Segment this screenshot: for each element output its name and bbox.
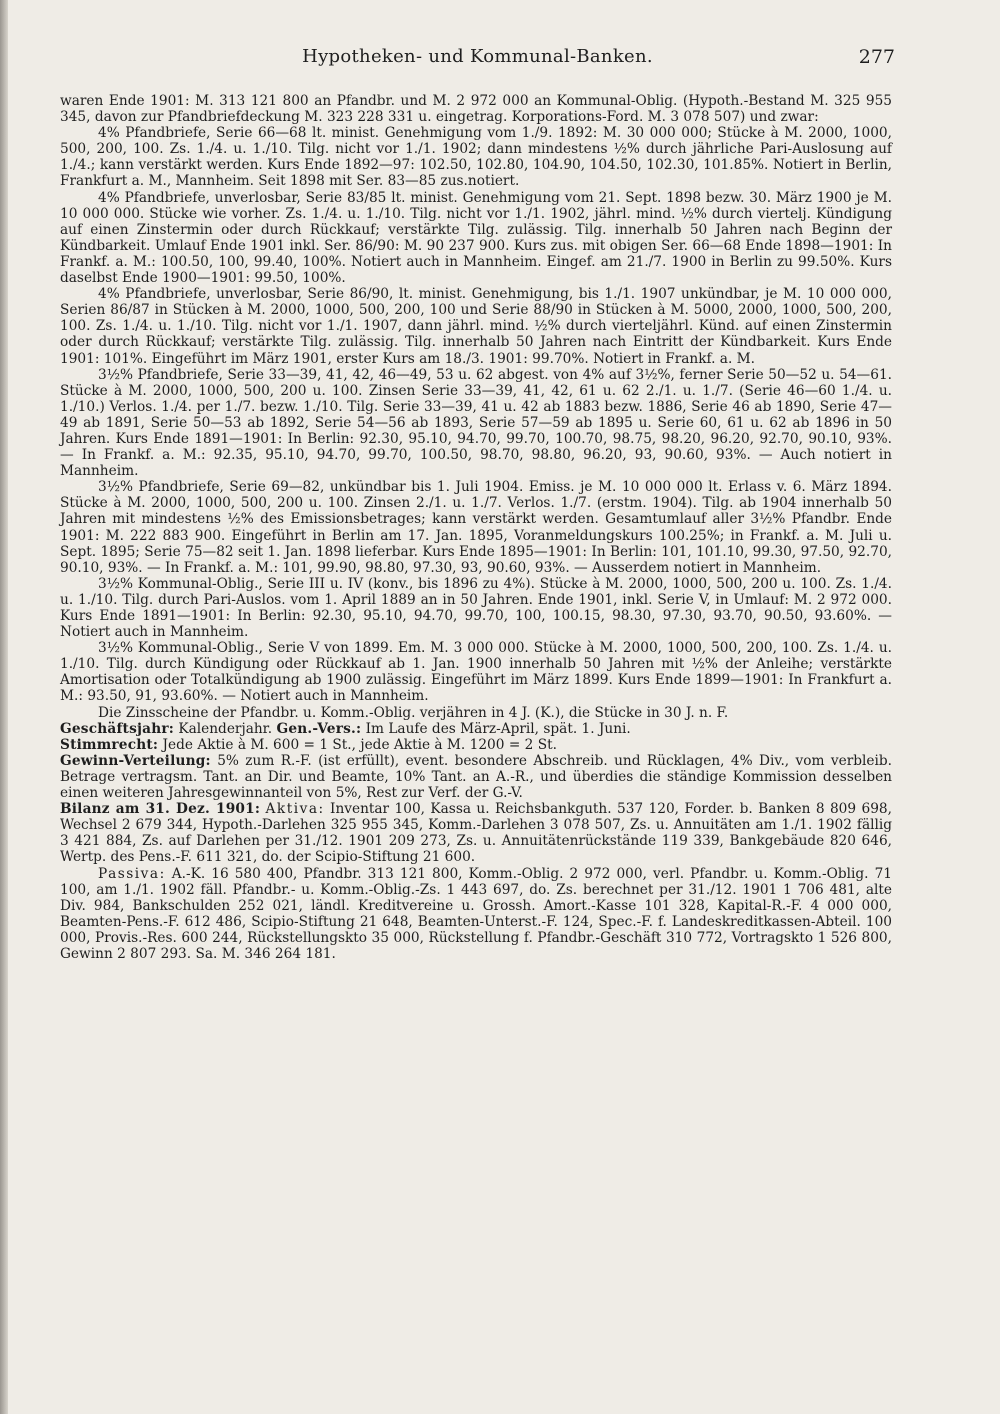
section-bilanz-passiva (60, 866, 892, 963)
paragraph-zinsscheine: Die Zinsscheine der Pfandbr. u. Komm.-Oblig. verjähren in 4 J. (K.), die Stücke in 30 J. n. F. (98, 704, 729, 721)
aktiva-text: Inventar 100, Kassa u. Reichsbankguth. 537 120, Forder. b. Banken 8 809 698, Wechsel 2 679 344, Hypoth.-Darlehen 325 955 345, Komm.-Darlehen 3 078 507, Zs. u. Annuitäten am 1./1. 1902 fällig 3 421 884, Zs. auf Darlehen per 31./12. 1901 209 273, Zs. u. Annuitätenrückstände 119 339, Bankgebäude 820 646, Wertp. des Pens.-F. 611 321, do. der Scipio-Stiftung 21 600. (60, 801, 892, 866)
section-text: Im Laufe des März-April, spät. 1. Juni. (365, 720, 631, 737)
paragraph-pfandbriefe-66-68: 4% Pfandbriefe, Serie 66—68 lt. minist. Genehmigung vom 1./9. 1892: M. 30 000 000; Stücke à M. 2000, 1000, 500, 200, 100. Zs. 1./4. u. 1./10. Tilg. nicht vor 1./1. 1902; dann mindestens ½% durch jährliche Pari-Auslosung auf 1./4.; kann verstärkt werden. Kurs Ende 1892—97: 102.50, 102.80, 104.90, 104.50, 102.30, 101.85%. Notiert in Berlin, Frankfurt a. M., Mannheim. Seit 1898 mit Ser. 83—85 zus.notiert. (60, 125, 892, 190)
section-gewinn-verteilung (60, 753, 892, 801)
section-text: 5% zum R.-F. (ist erfüllt), event. besondere Abschreib. und Rücklagen, 4% Div., vom verbleib. Betrage vertragsm. Tant. an Dir. und Beamte, 10% Tant. an A.-R., und überdies die ständige Kommission desselben einen weiteren Jahresgewinnanteil von 5%, Rest zur Verf. der G.-V. (60, 752, 892, 802)
section-text: Jede Aktie à M. 600 = 1 St., jede Aktie à M. 1200 = 2 St. (162, 736, 557, 753)
page-number: 277 (858, 46, 895, 68)
paragraph-pfandbriefe-69-82: 3½% Pfandbriefe, Serie 69—82, unkündbar bis 1. Juli 1904. Emiss. je M. 10 000 000 lt. Erlass v. 6. März 1894. Stücke à M. 2000, 1000, 500, 200 u. 100. Zinsen 2./1. u. 1./7. Verlos. 1./7. (erstm. 1904). Tilg. ab 1904 innerhalb 50 Jahren mit mindestens ½% des Emissionsbetrages; kann verstärkt werden. Gesamtumlauf aller 3½% Pfandbr. Ende 1901: M. 222 883 900. Eingeführt in Berlin am 17. Jan. 1895, Voranmeldungskurs 100.25%; in Frankf. a. M. Juli u. Sept. 1895; Serie 75—82 seit 1. Jan. 1898 lieferbar. Kurs Ende 1895—1901: In Berlin: 101, 101.10, 99.30, 97.50, 92.70, 90.10, 93%. — In Frankf. a. M.: 101, 99.90, 98.80, 97.30, 93, 90.60, 93%. — Ausserdem notiert in Mannheim. (60, 479, 892, 576)
section-label: Geschäftsjahr: (60, 720, 175, 737)
section-label: Bilanz am 31. Dez. 1901: (60, 801, 261, 818)
paragraph-intro: waren Ende 1901: M. 313 121 800 an Pfandbr. und M. 2 972 000 an Kommunal-Oblig. (Hypoth.-Bestand M. 325 955 345, davon zur Pfandbriefdeckung M. 323 228 331 u. eingetrag. Korporations-Ford. M. 3 078 507) und zwar: (60, 93, 892, 126)
paragraph-kommunal-oblig-iii-iv: 3½% Kommunal-Oblig., Serie III u. IV (konv., bis 1896 zu 4%). Stücke à M. 2000, 1000, 500, 200 u. 100. Zs. 1./4. u. 1./10. Tilg. durch Pari-Auslos. vom 1. April 1889 an in 50 Jahren. Ende 1901, inkl. Serie V, in Umlauf: M. 2 972 000. Kurs Ende 1891—1901: In Berlin: 92.30, 95.10, 94.70, 99.70, 100, 100.15, 98.30, 97.30, 93.70, 90.50, 93.60%. — Notiert auch in Mannheim. (60, 575, 892, 641)
section-label: Stimmrecht: (60, 736, 159, 753)
paragraph-pfandbriefe-86-90: 4% Pfandbriefe, unverlosbar, Serie 86/90, lt. minist. Genehmigung, bis 1./1. 1907 unkündbar, je M. 10 000 000, Serien 86/87 in Stücken à M. 2000, 1000, 500, 200, 100 und Serie 88/90 in Stücken à M. 5000, 2000, 1000, 500, 200, 100. Zs. 1./4. u. 1./10. Tilg. nicht vor 1./1. 1907, dann jährl. mind. ½% durch vierteljährl. Künd. auf einen Zinstermin oder durch Rückkauf; verstärkte Tilg. zulässig. Tilg. innerhalb 50 Jahren nach Eintritt der Kündbarkeit. Kurs Ende 1901: 101%. Eingeführt im März 1901, erster Kurs am 18./3. 1901: 99.70%. Notiert in Frankf. a. M. (60, 286, 892, 367)
section-stimmrecht (60, 737, 892, 753)
passiva-text: A.-K. 16 580 400, Pfandbr. 313 121 800, Komm.-Oblig. 2 972 000, verl. Pfandbr. u. Komm.-Oblig. 71 100, am 1./1. 1902 fäll. Pfandbr.- u. Komm.-Oblig.-Zs. 1 443 697, do. Zs. berechnet per 31./12. 1901 1 706 481, alte Div. 984, Bankschulden 252 021, ländl. Kreditvereine u. Grossh. Amort.-Kasse 101 328, Kapital-R.-F. 4 000 000, Beamten-Pens.-F. 612 486, Scipio-Stiftung 21 648, Beamten-Unterst.-F. 124, Spec.-F. f. Landeskreditkassen-Abteil. 100 000, Provis.-Res. 600 244, Rückstellungskto 35 000, Rückstellung f. Pfandbr.-Geschäft 310 772, Vortragskto 1 526 800, Gewinn 2 807 293. Sa. M. 346 264 181. (60, 865, 892, 962)
running-title: Hypotheken- und Kommunal-Banken. (302, 46, 653, 67)
section-label: Gewinn-Verteilung: (60, 752, 211, 769)
paragraph-kommunal-oblig-v: 3½% Kommunal-Oblig., Serie V von 1899. Em. M. 3 000 000. Stücke à M. 2000, 1000, 500, 200, 100. Zs. 1./4. u. 1./10. Tilg. durch Kündigung oder Rückkauf ab 1. Jan. 1900 innerhalb 50 Jahren mit ½% der Anleihe; verstärkte Amortisation oder Totalkündigung ab 1900 zulässig. Eingeführt im März 1899. Kurs Ende 1899—1901: In Frankfurt a. M.: 93.50, 91, 93.60%. — Notiert auch in Mannheim. (60, 640, 892, 705)
running-header (60, 46, 895, 76)
section-bilanz-aktiva (60, 801, 892, 865)
section-text: Kalenderjahr. (178, 720, 273, 737)
page-spine-shadow (0, 0, 8, 1414)
paragraph-pfandbriefe-33-39: 3½% Pfandbriefe, Serie 33—39, 41, 42, 46—49, 53 u. 62 abgest. von 4% auf 3½%, ferner Serie 50—52 u. 54—61. Stücke à M. 2000, 1000, 500, 200 u. 100. Zinsen Serie 33—39, 41, 42, 61 u. 62 2./1. u. 1./7. (Serie 46—60 1./4. u. 1./10.) Verlos. 1./4. per 1./7. bezw. 1./10. Tilg. Serie 33—39, 41 u. 42 ab 1883 bezw. 1886, Serie 46 ab 1890, Serie 47—49 ab 1891, Serie 50—53 ab 1892, Serie 54—56 ab 1893, Serie 57—59 ab 1895 u. Serie 60, 61 u. 62 ab 1896 in 50 Jahren. Kurs Ende 1891—1901: In Berlin: 92.30, 95.10, 94.70, 99.70, 100.70, 98.75, 98.20, 96.20, 92.70, 90.10, 93%. — In Frankf. a. M.: 92.35, 95.10, 94.70, 99.70, 100.50, 98.70, 98.80, 96.20, 93, 90.60, 93%. — Auch notiert in Mannheim. (60, 366, 892, 480)
section-geschaeftsjahr (60, 721, 892, 737)
document-body (60, 93, 892, 962)
paragraph-pfandbriefe-83-85: 4% Pfandbriefe, unverlosbar, Serie 83/85 lt. minist. Genehmigung vom 21. Sept. 1898 bezw. 30. März 1900 je M. 10 000 000. Stücke wie vorher. Zs. 1./4. u. 1./10. Tilg. nicht vor 1./1. 1902, jährl. mind. ½% durch viertelj. Kündigung auf einen Zinstermin oder durch Rückkauf; verstärkte Tilg. zulässig. Tilg. innerhalb 50 Jahren nach Beginn der Kündbarkeit. Umlauf Ende 1901 inkl. Ser. 86/90: M. 90 237 900. Kurs zus. mit obigen Ser. 66—68 Ende 1898—1901: In Frankf. a. M.: 100.50, 100, 99.40, 100%. Notiert auch in Mannheim. Eingef. am 21./7. 1900 in Berlin zu 99.50%. Kurs daselbst Ende 1900—1901: 99.50, 100%. (60, 189, 892, 287)
passiva-label: Passiva: (98, 865, 166, 882)
section-label: Gen.-Vers.: (276, 720, 362, 737)
aktiva-label: Aktiva: (265, 801, 325, 818)
